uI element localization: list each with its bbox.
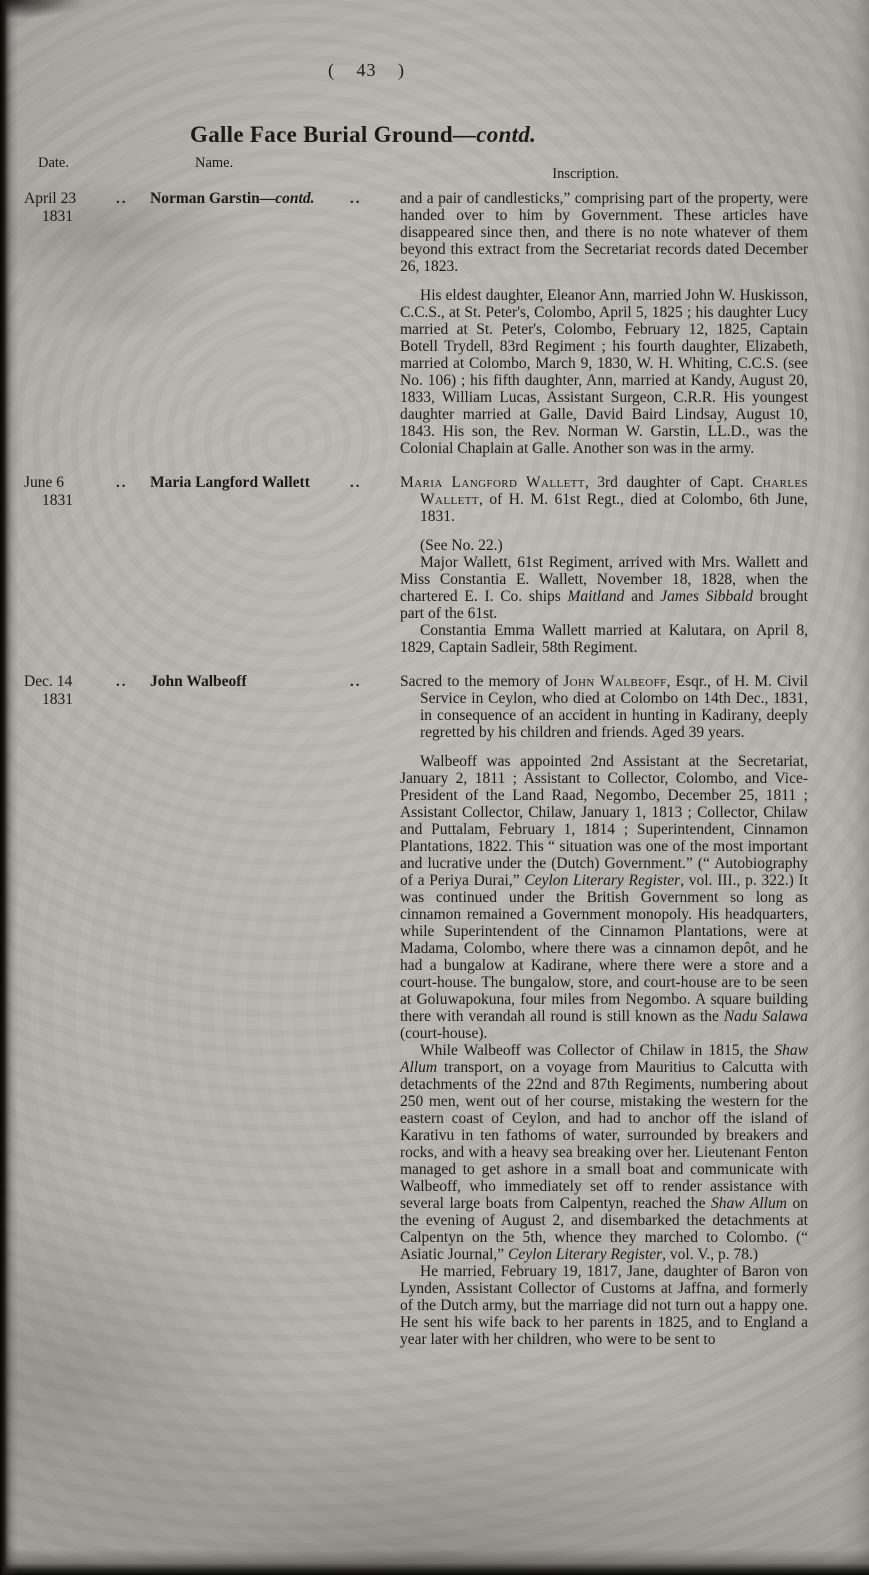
entry-name-segment: John Walbeoff [150, 673, 247, 690]
inscription-segment: Ceylon Literary Register [524, 872, 681, 889]
inscription-paragraph [400, 554, 808, 622]
inscription-paragraph [400, 537, 808, 554]
inscription-segment: , 3rd daughter of Capt. [584, 474, 753, 491]
inscription-segment: (court-house). [400, 1025, 488, 1042]
inscription-segment: Walbeoff was appointed 2nd Assistant at the Secretariat, January 2, 1811 ; Assistant to Collector, Colombo, and Vice-President of the Land Raad, Negombo, December 25, 1811 ; Assistant Collector, Chilaw, January 1, 1813 ; Collector, Chilaw and Puttalam, February 1, 1814 ; Superintendent, Cinnamon Plantations, 1822. This “ situation was one of the most important and lucrative under the (Dutch) Government.” (“ Autobiography of a Periya Durai,” [400, 753, 808, 889]
entry-date-year: 1831 [42, 208, 73, 225]
inscription-paragraph [400, 474, 808, 525]
entry-date [24, 673, 116, 709]
inscription-segment: James Sibbald [660, 588, 754, 605]
leader-dots: .. [116, 475, 128, 491]
entry-date-day: April 23 [24, 190, 77, 207]
inscription-segment: While Walbeoff was Collector of Chilaw in 1815, the [420, 1042, 775, 1059]
entry-inscription [384, 190, 839, 457]
inscription-paragraph [400, 1042, 808, 1263]
inscription-segment: Constantia Emma Wallett married at Kalutara, on April 8, 1829, Captain Sadleir, 58th Regiment. [400, 622, 808, 656]
entry-name-segment: Norman Garstin [150, 190, 260, 207]
burial-entry [24, 673, 839, 1348]
inscription-segment: Nadu Salawa [723, 1008, 808, 1025]
entry-name [150, 673, 350, 691]
inscription-segment: Maria Langford Wallett [400, 474, 585, 491]
burial-entry [24, 474, 839, 656]
inscription-paragraph [400, 190, 808, 275]
burial-entry [24, 190, 839, 457]
entry-date-day: June 6 [24, 474, 65, 491]
column-header-inscription: Inscription. [552, 166, 619, 182]
inscription-segment: , vol. V., p. 78.) [662, 1246, 759, 1263]
leader-dots: .. [116, 674, 128, 690]
entry-name-segment: Maria Langford Wallett [150, 474, 310, 491]
inscription-segment: Maitland [567, 588, 625, 605]
inscription-segment: , Esqr., of H. M. Civil Service in Ceylon, who died at Colombo on 14th Dec., 1831, in consequence of an accident in hunting in Kadirany, deeply regretted by his children and friends. Aged 39 years. [420, 673, 809, 741]
inscription-segment: Sacred to the memory of [400, 673, 564, 690]
inscription-segment: Major Wallett, 61st Regiment, arrived with Mrs. Wallett and Miss Constantia E. Wallett, November 18, 1828, when the chartered E. I. Co. ships [400, 554, 808, 605]
inscription-segment: Shaw Allum [711, 1195, 787, 1212]
inscription-segment: John Walbeoff [563, 673, 667, 690]
inscription-paragraph [400, 287, 808, 457]
entry-name [150, 190, 350, 208]
column-header-name: Name. [195, 155, 234, 171]
entry-date-day: Dec. 14 [24, 673, 73, 690]
inscription-segment: He married, February 19, 1817, Jane, daughter of Baron von Lynden, Assistant Collector of Customs at Jaffna, and formerly of the Dutch army, but the marriage did not turn out a happy one. He sent his wife back to her parents in 1825, and to England a year later with her children, who were to be sent to [400, 1263, 808, 1348]
entry-name [150, 474, 350, 492]
leader-dots: .. [116, 191, 128, 207]
inscription-paragraph [400, 673, 808, 741]
leader-dots: .. [350, 674, 362, 690]
inscription-segment: and [624, 588, 661, 605]
entry-date-year: 1831 [42, 492, 73, 509]
entry-name-segment: —contd. [259, 190, 315, 207]
inscription-segment: Charles Wallett [420, 474, 808, 508]
entry-inscription [384, 673, 839, 1348]
inscription-segment: Ceylon Literary Register [508, 1246, 663, 1263]
page-number: ( 43 ) [328, 60, 405, 80]
inscription-segment: and a pair of candlesticks,” comprising part of the property, were handed over to him by Government. These articles have disappeared since then, and there is no note whatever of them beyond this extract from the Secretariat records dated December 26, 1823. [400, 190, 808, 275]
column-header-date: Date. [38, 155, 69, 171]
leader-dots: .. [350, 475, 362, 491]
entry-date-year: 1831 [42, 691, 73, 708]
register-table [24, 155, 839, 1348]
inscription-paragraph [400, 1263, 808, 1348]
page-title-contd: —contd. [452, 122, 537, 147]
leader-dots: .. [350, 191, 362, 207]
entry-date [24, 474, 116, 510]
page-title [190, 122, 536, 148]
inscription-segment: , vol. III., p. 322.) It was continued under the British Government so long as cinnamon remained a Government monopoly. His headquarters, while Superintendent of the Cinnamon Plantations, were at Madama, Colombo, where there was a cinnamon depôt, and he had a bungalow at Kadirane, where there were a store and a court-house. The bungalow, store, and court-house are to be seen at Goluwapokuna, four miles from Negombo. A square building there with verandah all round is still known as the [400, 872, 809, 1025]
page-title-main: Galle Face Burial Ground [190, 122, 453, 147]
inscription-segment: His eldest daughter, Eleanor Ann, married John W. Huskisson, C.C.S., at St. Peter's, Colombo, April 5, 1825 ; his daughter Lucy married at St. Peter's, Colombo, February 12, 1825, Captain Botell Trydell, 83rd Regiment ; his fourth daughter, Elizabeth, married at Colombo, March 9, 1830, W. H. Whiting, C.C.S. (see No. 106) ; his fifth daughter, Ann, married at Kandy, August 20, 1833, William Lucas, Assistant Surgeon, C.R.R. His youngest daughter married at Galle, David Baird Lindsay, August 10, 1843. His son, the Rev. Norman W. Garstin, LL.D., was the Colonial Chaplain at Galle. Another son was in the army. [400, 287, 808, 457]
inscription-segment: on the evening of August 2, and disembarked the detachments at Calpentyn on the 5th, whence they marched to Colombo. (“ Asiatic Journal,” [400, 1195, 808, 1263]
entry-inscription [384, 474, 839, 656]
inscription-segment: Shaw Allum [400, 1042, 808, 1076]
entry-date [24, 190, 116, 226]
entries-list [24, 190, 839, 1348]
column-headers [24, 155, 839, 183]
inscription-segment: , of H. M. 61st Regt., died at Colombo, 6th June, 1831. [420, 491, 808, 525]
inscription-segment: transport, on a voyage from Mauritius to Calcutta with detachments of the 22nd and 87th Regiments, numbering about 250 men, went out of her course, mistaking the western for the eastern coast of Ceylon, and had to anchor off the island of Karativu in ten fathoms of water, surrounded by breakers and rocks, and with a heavy sea breaking over her. Lieutenant Fenton managed to get ashore in a small boat and communicate with Walbeoff, who immediately set off to render assistance with several large boats from Calpentyn, reached the [400, 1059, 808, 1212]
inscription-paragraph [400, 753, 808, 1042]
inscription-segment: brought part of the 61st. [400, 588, 808, 622]
inscription-paragraph [400, 622, 808, 656]
inscription-segment: (See No. 22.) [420, 537, 503, 554]
